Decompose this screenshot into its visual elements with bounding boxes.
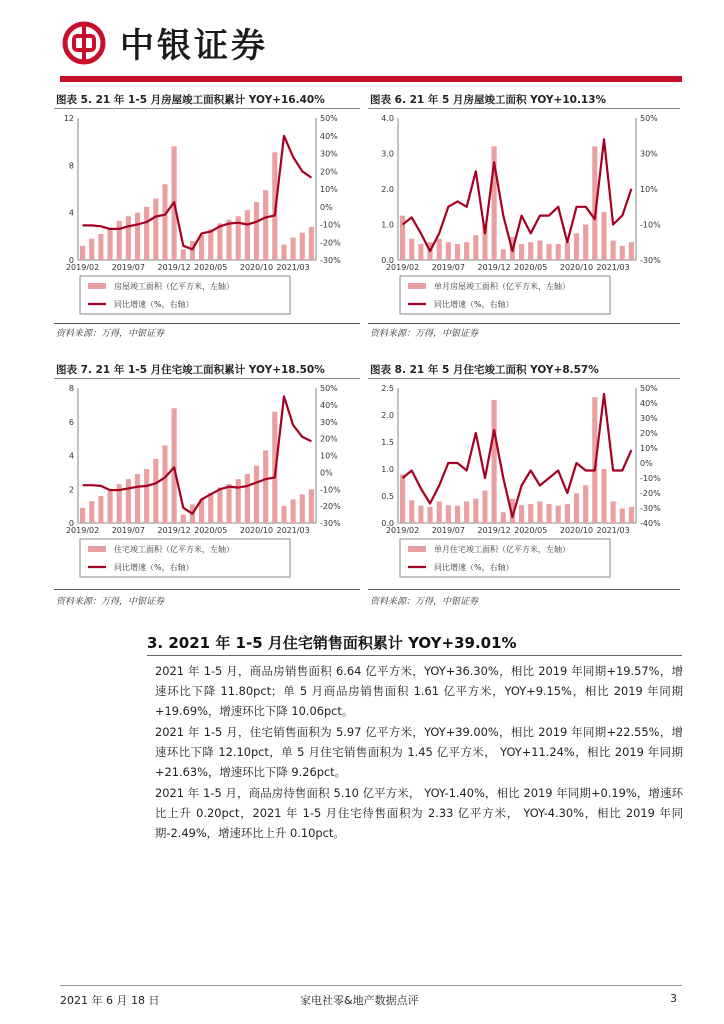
legend-bar-label: 单月住宅竣工面积（亿平方米，左轴） (434, 545, 570, 554)
bar (208, 229, 213, 260)
panel-title: 图表 6. 21 年 5 月房屋竣工面积 YOY+10.13% (370, 94, 607, 106)
x-axis-tick-label: 2021/03 (596, 263, 630, 272)
x-axis-tick-label: 2019/07 (431, 263, 465, 272)
left-axis-tick-label: 1.0 (381, 220, 394, 230)
panel-title-rule (368, 108, 680, 109)
source-note: 资料来源：万得，中银证券 (370, 597, 479, 607)
right-axis-tick-label: -10% (640, 220, 661, 230)
right-axis-tick-label: -10% (320, 485, 341, 495)
right-axis-tick-label: 30% (640, 149, 658, 159)
x-axis-tick-label: 2019/12 (477, 263, 511, 272)
bar (464, 501, 469, 523)
x-axis-tick-label: 2019/12 (157, 263, 191, 272)
right-axis-tick-label: 10% (640, 185, 658, 194)
x-axis-tick-label: 2019/02 (65, 263, 100, 272)
right-axis-tick-label: 0% (320, 202, 333, 212)
x-axis-tick-label: 2020/10 (239, 263, 274, 272)
bar (629, 242, 634, 260)
legend-bar-label: 房屋竣工面积（亿平方米，左轴） (114, 282, 234, 291)
right-axis-tick-label: 50% (640, 384, 658, 393)
left-axis-tick-label: 6 (68, 417, 74, 427)
panel-title-rule (54, 108, 360, 109)
bar (245, 474, 250, 523)
right-axis-tick-label: 40% (640, 399, 658, 408)
bar (473, 235, 478, 260)
footer-report-name: 家电社零&地产数据点评 (300, 994, 419, 1007)
paragraph-1: 2021 年 1-5 月，商品房销售面积 6.64 亿平方米，YOY+36.30%，相比 2019 年同期+19.57%，增速环比下降 11.80pct；单 5 月商品房销售面积 1.61 亿平方米，YOY+9.15%，相比 2019 年同期+19.69%，增速环比下降 10.06pct。 (155, 664, 683, 719)
bar (309, 489, 314, 523)
legend-bar-swatch (88, 283, 106, 289)
left-axis-tick-label: 1.5 (381, 438, 394, 447)
paragraph-2: 2021 年 1-5 月，住宅销售面积为 5.97 亿平方米，YOY+39.00%，相比 2019 年同期+22.55%，增速环比下降 12.10pct，单 5 月住宅销售面积为 1.45 亿平方米， YOY+11.24%，相比 2019 年同期+21.63%，增速环比下降 9.26pct。 (155, 725, 683, 780)
bar (144, 207, 149, 260)
bar (464, 242, 469, 260)
bar (89, 239, 94, 260)
bar (291, 238, 296, 260)
panel-title: 图表 8. 21 年 5 月住宅竣工面积 YOY+8.57% (370, 364, 599, 376)
x-axis-tick-label: 2019/02 (385, 263, 420, 272)
right-axis-tick-label: 20% (320, 167, 338, 177)
bar (446, 505, 451, 523)
right-axis-tick-label: 40% (320, 400, 338, 410)
panel-bottom-rule (54, 589, 360, 590)
bar (492, 400, 497, 523)
chart-7 (48, 380, 360, 595)
x-axis-tick-label: 2020/10 (559, 263, 594, 272)
right-axis-tick-label: -30% (320, 519, 341, 528)
bar (208, 493, 213, 523)
x-axis-tick-label: 2020/05 (514, 263, 548, 272)
bar (418, 244, 423, 260)
bar (80, 508, 85, 523)
right-axis-tick-label: -30% (640, 256, 661, 265)
bar (300, 233, 305, 260)
bar (309, 227, 314, 260)
page-number: 3 (670, 992, 677, 1005)
bar (620, 508, 625, 523)
bar (620, 246, 625, 260)
right-axis-tick-label: -40% (640, 519, 661, 528)
left-axis-tick-label: 8 (68, 161, 74, 171)
legend-bar-label: 住宅竣工面积（亿平方米，左轴） (114, 545, 234, 554)
bar (263, 190, 268, 260)
bar (153, 459, 158, 523)
bar (546, 504, 551, 523)
left-axis-tick-label: 2.0 (381, 411, 394, 420)
brand-logo (62, 18, 268, 67)
bar (601, 212, 606, 260)
legend-bar-label: 单月房屋竣工面积（亿平方米，左轴） (434, 282, 570, 291)
section-heading: 3. 2021 年 1-5 月住宅销售面积累计 YOY+39.01% (147, 634, 517, 652)
left-axis-tick-label: 0 (68, 519, 74, 528)
panel-title-rule (368, 378, 680, 379)
bar (574, 233, 579, 260)
bar (528, 242, 533, 260)
bar (501, 249, 506, 260)
bar (226, 484, 231, 523)
bar (455, 244, 460, 260)
right-axis-tick-label: -20% (320, 238, 341, 248)
bar (254, 202, 259, 260)
left-axis-tick-label: 2.0 (381, 185, 394, 194)
right-axis-tick-label: 10% (320, 451, 338, 461)
legend-bar-swatch (408, 283, 426, 289)
bar (135, 474, 140, 523)
chart-8 (368, 380, 680, 595)
bar (117, 221, 122, 260)
bar (263, 450, 268, 523)
bar (300, 494, 305, 523)
bar (107, 228, 112, 260)
left-axis-tick-label: 4.0 (381, 114, 394, 123)
bar (418, 506, 423, 523)
right-axis-tick-label: 30% (320, 417, 338, 427)
right-axis-tick-label: -20% (320, 502, 341, 512)
legend-line-label: 同比增速（%，右轴） (434, 563, 514, 572)
left-axis-tick-label: 4 (68, 208, 74, 218)
bar (437, 501, 442, 523)
bar (162, 184, 167, 260)
legend-bar-swatch (88, 546, 106, 552)
bank-of-china-logo-icon (62, 21, 106, 65)
bar (190, 241, 195, 260)
right-axis-tick-label: 30% (320, 149, 338, 159)
bar (181, 515, 186, 523)
bar (629, 507, 634, 523)
footer-rule (60, 985, 682, 986)
right-axis-tick-label: 10% (640, 444, 658, 453)
panel-title-rule (54, 378, 360, 379)
bar (135, 213, 140, 260)
section-rule (147, 655, 682, 656)
source-note: 资料来源：万得，中银证券 (56, 329, 165, 339)
bar (601, 469, 606, 523)
bar (519, 244, 524, 260)
x-axis-tick-label: 2020/05 (514, 526, 548, 535)
bar (611, 240, 616, 260)
panel-bottom-rule (368, 323, 680, 324)
bar (501, 512, 506, 523)
bar (181, 249, 186, 260)
bar (482, 491, 487, 523)
x-axis-tick-label: 2021/03 (276, 263, 310, 272)
bar (107, 491, 112, 523)
bar (583, 485, 588, 523)
bar (446, 242, 451, 260)
panel-bottom-rule (54, 323, 360, 324)
left-axis-tick-label: 4 (68, 451, 74, 461)
x-axis-tick-label: 2021/03 (596, 526, 630, 535)
bar (98, 234, 103, 260)
bar (291, 499, 296, 523)
x-axis-tick-label: 2020/10 (559, 526, 594, 535)
panel-bottom-rule (368, 589, 680, 590)
bar (217, 488, 222, 523)
right-axis-tick-label: 40% (320, 131, 338, 141)
right-axis-tick-label: -30% (320, 256, 341, 265)
right-axis-tick-label: 20% (320, 434, 338, 444)
right-axis-tick-label: 0% (640, 459, 653, 468)
right-axis-tick-label: 50% (640, 114, 658, 123)
left-axis-tick-label: 2.5 (381, 384, 394, 393)
bar (126, 216, 131, 260)
x-axis-tick-label: 2019/02 (65, 526, 100, 535)
bar (89, 501, 94, 523)
paragraph-3: 2021 年 1-5 月，商品房待售面积 5.10 亿平方米， YOY-1.40%，相比 2019 年同期+0.19%，增速环比上升 0.20pct，2021 年 1-5 月住宅待售面积为 2.33 亿平方米， YOY-4.30%，相比 2019 年同期-2.49%，增速环比上升 0.10pct。 (155, 786, 683, 841)
left-axis-tick-label: 0 (68, 256, 74, 265)
bar (217, 223, 222, 260)
x-axis-tick-label: 2020/05 (194, 526, 228, 535)
x-axis-tick-label: 2019/07 (431, 526, 465, 535)
right-axis-tick-label: -30% (640, 504, 661, 513)
left-axis-tick-label: 8 (68, 384, 74, 393)
bar (144, 469, 149, 523)
bar (245, 210, 250, 260)
left-axis-tick-label: 3.0 (381, 149, 394, 159)
bar (574, 493, 579, 523)
footer-date: 2021 年 6 月 18 日 (60, 994, 160, 1007)
bar (546, 244, 551, 260)
bar (437, 239, 442, 260)
right-axis-tick-label: 0% (320, 468, 333, 478)
left-axis-tick-label: 12 (63, 114, 74, 123)
bar (226, 220, 231, 260)
brand-name: 中银证券 (120, 26, 268, 66)
bar (281, 506, 286, 523)
bar (519, 505, 524, 523)
bar (162, 445, 167, 523)
x-axis-tick-label: 2021/03 (276, 526, 310, 535)
left-axis-tick-label: 0.0 (381, 519, 394, 528)
bar (199, 235, 204, 260)
right-axis-tick-label: 10% (320, 185, 338, 194)
bar (537, 501, 542, 523)
left-axis-tick-label: 0.5 (381, 492, 394, 501)
bar (565, 242, 570, 260)
chart-5 (48, 110, 360, 332)
bar (528, 504, 533, 523)
chart-6 (368, 110, 680, 332)
right-axis-tick-label: 20% (640, 429, 658, 438)
bar (409, 239, 414, 260)
bar (172, 408, 177, 523)
left-axis-tick-label: 1.0 (381, 465, 394, 474)
bar (455, 506, 460, 523)
bar (126, 479, 131, 523)
left-axis-tick-label: 0.0 (381, 256, 394, 265)
bar (611, 501, 616, 523)
right-axis-tick-label: 50% (320, 114, 338, 123)
legend-bar-swatch (408, 546, 426, 552)
panel-title: 图表 7. 21 年 1-5 月住宅竣工面积累计 YOY+18.50% (56, 364, 325, 376)
right-axis-tick-label: -20% (640, 489, 661, 498)
bar (153, 198, 158, 260)
legend-line-label: 同比增速（%，右轴） (434, 300, 514, 309)
x-axis-tick-label: 2019/02 (385, 526, 420, 535)
right-axis-tick-label: 30% (640, 414, 658, 423)
legend-line-label: 同比增速（%，右轴） (114, 563, 194, 572)
bar (80, 246, 85, 260)
x-axis-tick-label: 2019/07 (111, 526, 145, 535)
bar (281, 245, 286, 260)
bar (556, 506, 561, 523)
bar (427, 507, 432, 523)
bar (556, 244, 561, 260)
bar (254, 466, 259, 523)
right-axis-tick-label: -10% (640, 474, 661, 483)
source-note: 资料来源：万得，中银证券 (56, 597, 165, 607)
source-note: 资料来源：万得，中银证券 (370, 329, 479, 339)
bar (583, 225, 588, 261)
right-axis-tick-label: 50% (320, 384, 338, 393)
bar (400, 474, 405, 523)
x-axis-tick-label: 2019/12 (477, 526, 511, 535)
x-axis-tick-label: 2019/07 (111, 263, 145, 272)
header-rule (60, 76, 682, 82)
x-axis-tick-label: 2020/10 (239, 526, 274, 535)
bar (409, 500, 414, 523)
bar (565, 504, 570, 523)
panel-title: 图表 5. 21 年 1-5 月房屋竣工面积累计 YOY+16.40% (56, 94, 325, 106)
left-axis-tick-label: 2 (68, 485, 74, 495)
right-axis-tick-label: -10% (320, 220, 341, 230)
bar (537, 240, 542, 260)
bar (473, 499, 478, 523)
bar (236, 479, 241, 523)
legend-line-label: 同比增速（%，右轴） (114, 300, 194, 309)
x-axis-tick-label: 2020/05 (194, 263, 228, 272)
x-axis-tick-label: 2019/12 (157, 526, 191, 535)
bar (98, 496, 103, 523)
